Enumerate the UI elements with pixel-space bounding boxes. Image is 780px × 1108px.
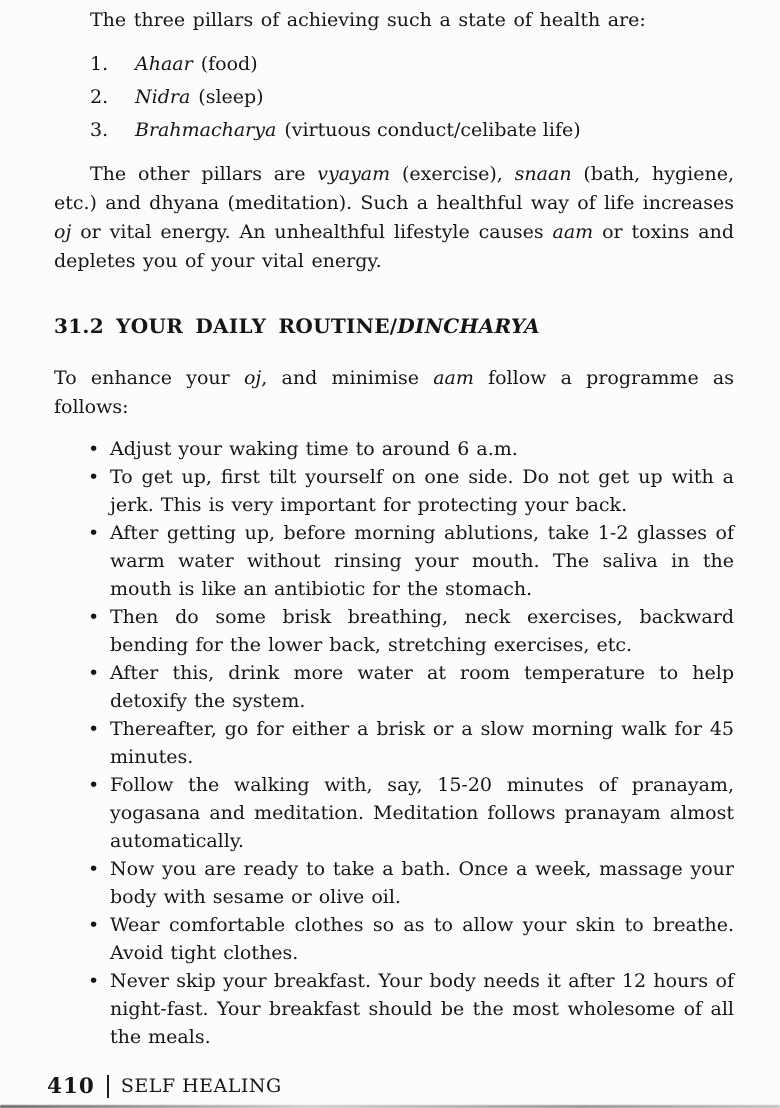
pillar-term: Brahmacharya — [135, 119, 277, 141]
italic-term: aam — [433, 367, 474, 389]
paragraph-text: (exercise), — [390, 163, 515, 185]
italic-term: oj — [243, 367, 262, 389]
paragraph-text: (bath, hygiene, etc.) and dhyana (meditation). Such a healthful way of life increases — [54, 163, 734, 214]
italic-term: vyayam — [317, 163, 391, 185]
paragraph-text: To enhance your — [54, 367, 244, 389]
step-text: Thereafter, go for either a brisk or a slow morning walk for 45 minutes. — [110, 718, 734, 768]
step-text: Now you are ready to take a bath. Once a week, massage your body with sesame or olive oil. — [110, 858, 734, 908]
list-item — [88, 715, 734, 771]
intro-paragraph — [54, 6, 734, 35]
pillar-term: Nidra — [135, 86, 191, 108]
page-footer — [47, 1072, 282, 1101]
bullet-icon: • — [88, 858, 100, 880]
list-item — [88, 855, 734, 911]
section-heading — [54, 312, 734, 341]
step-text: Wear comfortable clothes so as to allow your skin to breathe. Avoid tight clothes. — [110, 914, 734, 964]
bullet-icon: • — [88, 606, 100, 628]
book-title: SELF HEALING — [120, 1075, 282, 1097]
list-item-ahaar — [90, 48, 734, 81]
pillars-list — [90, 48, 734, 147]
list-number: 2. — [90, 86, 109, 108]
section-heading-italic: DINCHARYA — [397, 314, 540, 338]
bullet-icon: • — [88, 522, 100, 544]
bullet-icon: • — [88, 466, 100, 488]
italic-term: snaan — [514, 163, 572, 185]
footer-divider — [107, 1075, 109, 1098]
bullet-icon: • — [88, 970, 100, 992]
step-text: To get up, first tilt yourself on one side. Do not get up with a jerk. This is very important for protecting your back. — [110, 466, 734, 516]
list-item — [88, 771, 734, 855]
bullet-icon: • — [88, 774, 100, 796]
list-item — [88, 659, 734, 715]
bullet-icon: • — [88, 438, 100, 460]
intro-text: The three pillars of achieving such a state of health are: — [90, 9, 646, 31]
paragraph-text: or toxins and depletes you of your vital energy. — [54, 221, 734, 272]
pillar-term: Ahaar — [135, 53, 193, 75]
list-item-nidra — [90, 81, 734, 114]
list-item — [88, 435, 734, 463]
pillar-definition: (food) — [200, 53, 258, 75]
list-item — [88, 519, 734, 603]
paragraph-text: follow a programme as follows: — [54, 367, 734, 418]
step-text: Follow the walking with, say, 15-20 minutes of pranayam, yogasana and meditation. Meditation follows pranayam almost automatically. — [110, 774, 734, 852]
bullet-icon: • — [88, 662, 100, 684]
section-heading-text: 31.2 YOUR DAILY ROUTINE/ — [54, 314, 398, 338]
paragraph-text: The other pillars are — [90, 163, 318, 185]
routine-steps-list — [88, 435, 734, 1051]
list-item — [88, 463, 734, 519]
step-text: Adjust your waking time to around 6 a.m. — [110, 438, 518, 460]
bullet-icon: • — [88, 914, 100, 936]
step-text: Then do some brisk breathing, neck exercises, backward bending for the lower back, stretching exercises, etc. — [110, 606, 734, 656]
list-item-brahmacharya — [90, 114, 734, 147]
list-item — [88, 967, 734, 1051]
pillar-definition: (sleep) — [198, 86, 264, 108]
pillar-definition: (virtuous conduct/celibate life) — [284, 119, 581, 141]
paragraph-text: , and minimise — [261, 367, 434, 389]
italic-term: aam — [552, 221, 594, 243]
page-number: 410 — [47, 1074, 95, 1099]
list-item — [88, 911, 734, 967]
step-text: After getting up, before morning ablutions, take 1-2 glasses of warm water without rinsing your mouth. The saliva in the mouth is like an antibiotic for the stomach. — [110, 522, 734, 600]
list-item — [88, 603, 734, 659]
paragraph-text: or vital energy. An unhealthful lifestyle causes — [71, 221, 553, 243]
italic-term: oj — [54, 221, 72, 243]
other-pillars-paragraph — [54, 160, 734, 276]
bullet-icon: • — [88, 718, 100, 740]
step-text: Never skip your breakfast. Your body needs it after 12 hours of night-fast. Your breakfast should be the most wholesome of all the meals. — [110, 970, 734, 1048]
routine-intro-paragraph — [54, 364, 734, 422]
step-text: After this, drink more water at room temperature to help detoxify the system. — [110, 662, 734, 712]
list-number: 1. — [90, 53, 109, 75]
list-number: 3. — [90, 119, 109, 141]
